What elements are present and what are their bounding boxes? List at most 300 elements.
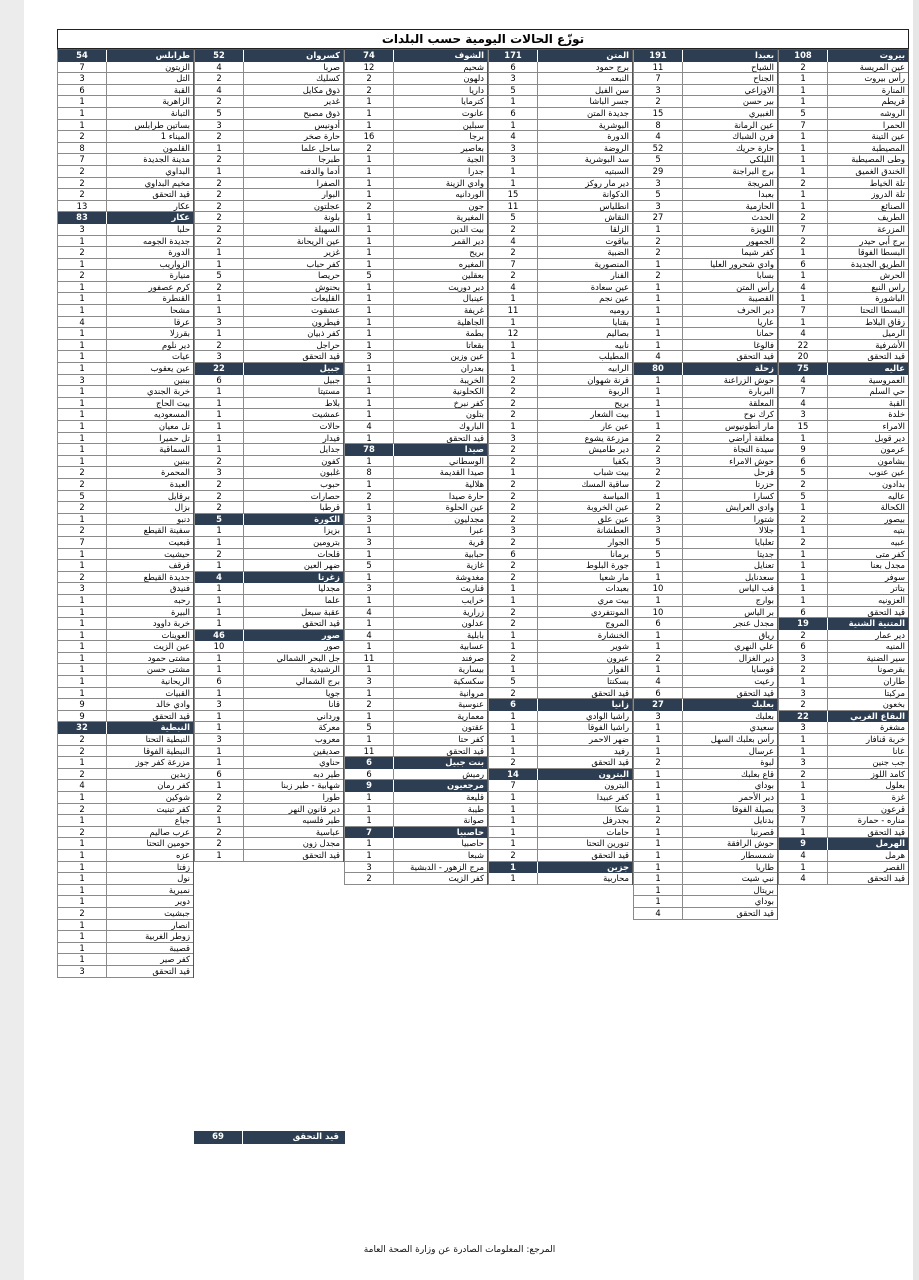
town-row (633, 178, 777, 190)
town-name: بيت مري (538, 595, 632, 607)
town-row (488, 815, 632, 827)
town-name: بيت الدين (394, 224, 487, 236)
town-row (344, 525, 487, 537)
case-count: 1 (345, 166, 394, 178)
case-count: 9 (58, 711, 107, 723)
case-count: 1 (779, 247, 828, 259)
town-row (633, 166, 777, 178)
case-count: 1 (58, 792, 107, 804)
town-name: قيد التحقق (828, 873, 908, 885)
town-name: مجدل عنجر (683, 618, 777, 630)
case-count: 1 (779, 270, 828, 282)
case-count: 2 (779, 630, 828, 642)
town-row (194, 792, 343, 804)
town-row (778, 653, 908, 665)
town-name: عدلون (394, 618, 487, 630)
case-count: 7 (779, 120, 828, 132)
town-row (488, 154, 632, 166)
town-name: فرن الشباك (683, 131, 777, 143)
town-name: قب الياس (683, 583, 777, 595)
town-row (778, 722, 908, 734)
town-name: حناوي (244, 757, 343, 769)
town-row (194, 270, 343, 282)
town-row (344, 236, 487, 248)
case-count: 15 (634, 108, 683, 120)
case-count: 1 (345, 549, 394, 561)
district-total: 7 (345, 827, 394, 839)
district-total: 5 (195, 514, 244, 526)
case-count: 6 (779, 259, 828, 271)
district-name: زحلة (754, 363, 774, 374)
town-name: خربة قنافار (828, 734, 908, 746)
case-count: 11 (345, 746, 394, 758)
town-row (344, 618, 487, 630)
case-count: 2 (58, 270, 107, 282)
town-name: كفر صير (107, 954, 193, 966)
town-row (344, 688, 487, 700)
town-name: بيصور (828, 514, 908, 526)
case-count: 1 (195, 746, 244, 758)
town-name: الأشرفية (828, 340, 908, 352)
case-count: 2 (634, 270, 683, 282)
case-count: 1 (345, 386, 394, 398)
case-count: 22 (779, 340, 828, 352)
town-row (344, 421, 487, 433)
town-name: عين المريسة (828, 62, 908, 74)
case-count: 1 (195, 398, 244, 410)
town-name: قرطبا (244, 502, 343, 514)
town-name: بوداي (683, 896, 777, 908)
case-count: 1 (634, 850, 683, 862)
town-row (778, 143, 908, 155)
town-row (778, 108, 908, 120)
town-row (344, 398, 487, 410)
town-name: حيشيت (107, 549, 193, 561)
town-row (194, 328, 343, 340)
town-name: دلهون (394, 73, 487, 85)
town-name: مشتى حمود (107, 653, 193, 665)
case-count: 1 (489, 120, 538, 132)
town-row (488, 282, 632, 294)
case-count: 3 (58, 966, 107, 978)
town-row (488, 398, 632, 410)
town-row (194, 247, 343, 259)
town-name: قيد التحقق (107, 966, 193, 978)
town-name: ذوق مكايل (244, 85, 343, 97)
town-name: عبيه (828, 537, 908, 549)
town-row (488, 467, 632, 479)
town-row (344, 328, 487, 340)
town-row (778, 259, 908, 271)
town-name: قيد التحقق (394, 746, 487, 758)
case-count: 2 (489, 850, 538, 862)
town-name: حومين التحتا (107, 838, 193, 850)
town-row (633, 224, 777, 236)
case-count: 1 (58, 293, 107, 305)
case-count: 4 (345, 630, 394, 642)
town-name: قيد التحقق (394, 433, 487, 445)
town-name: زبدين (107, 769, 193, 781)
town-row (57, 421, 193, 433)
case-count: 1 (345, 108, 394, 120)
town-row (57, 850, 193, 862)
district-header (488, 50, 632, 62)
town-row (633, 270, 777, 282)
town-row (194, 212, 343, 224)
case-count: 1 (345, 409, 394, 421)
town-name: خلدة (828, 409, 908, 421)
case-count: 1 (634, 224, 683, 236)
town-name: الاوزاعي (683, 85, 777, 97)
case-count: 1 (58, 595, 107, 607)
town-name: عقبة سبعل (244, 607, 343, 619)
case-count: 1 (779, 154, 828, 166)
town-name: القبيات (107, 688, 193, 700)
town-name: مغدوشة (394, 572, 487, 584)
district-header (488, 862, 632, 874)
town-name: بلونة (244, 212, 343, 224)
town-name: البسطا التحتا (828, 305, 908, 317)
town-row (57, 189, 193, 201)
town-name: ضهر الاحمر (538, 734, 632, 746)
town-row (194, 305, 343, 317)
case-count: 4 (58, 780, 107, 792)
town-name: قيد التحقق (107, 189, 193, 201)
town-name: نابيه (538, 340, 632, 352)
town-row (57, 746, 193, 758)
case-count: 1 (58, 305, 107, 317)
town-row (633, 293, 777, 305)
case-count: 15 (489, 189, 538, 201)
town-row (194, 502, 343, 514)
town-row (633, 212, 777, 224)
town-row (488, 73, 632, 85)
district-header (488, 769, 632, 781)
town-row (57, 479, 193, 491)
town-row (344, 259, 487, 271)
town-name: الحازمية (683, 201, 777, 213)
case-count: 11 (489, 201, 538, 213)
town-row (778, 862, 908, 874)
case-count: 1 (634, 491, 683, 503)
case-count: 2 (634, 815, 683, 827)
case-count: 1 (489, 746, 538, 758)
case-count: 5 (489, 212, 538, 224)
town-name: غريفة (394, 305, 487, 317)
case-count: 4 (345, 607, 394, 619)
town-row (57, 154, 193, 166)
town-row (57, 653, 193, 665)
town-row (633, 560, 777, 572)
town-name: سيدة النجاة (683, 444, 777, 456)
case-count: 12 (345, 62, 394, 74)
case-count: 1 (489, 595, 538, 607)
case-count: 1 (345, 525, 394, 537)
town-name: بجدرفل (538, 815, 632, 827)
case-count: 1 (345, 120, 394, 132)
case-count: 11 (634, 62, 683, 74)
town-row (778, 166, 908, 178)
town-name: بعقلين (394, 270, 487, 282)
town-name: قيد التحقق (828, 607, 908, 619)
district-name: صور (321, 629, 340, 640)
town-name: قيد التحقق (683, 351, 777, 363)
town-name: شهابية - طير زبنا (244, 780, 343, 792)
town-name: العزونيه (828, 595, 908, 607)
town-name: الزيتون (107, 62, 193, 74)
town-name: شكا (538, 804, 632, 816)
town-name: مزرعة يشوع (538, 433, 632, 445)
town-name: راس النبع (828, 282, 908, 294)
case-count: 1 (779, 502, 828, 514)
case-count: 6 (489, 62, 538, 74)
case-count: 1 (58, 873, 107, 885)
case-count: 1 (195, 595, 244, 607)
town-name: دير نلوم (107, 340, 193, 352)
town-name: بريتال (683, 885, 777, 897)
case-count: 5 (345, 722, 394, 734)
town-name: عزه (107, 850, 193, 862)
case-count: 3 (195, 699, 244, 711)
town-name: الكحالة (828, 502, 908, 514)
town-name: الجاهلية (394, 317, 487, 329)
case-count: 1 (345, 595, 394, 607)
case-count: 3 (489, 73, 538, 85)
town-row (57, 757, 193, 769)
town-row (57, 433, 193, 445)
town-row (194, 815, 343, 827)
town-name: فيطرون (244, 317, 343, 329)
town-row (194, 838, 343, 850)
town-name: الليلكي (683, 154, 777, 166)
town-name: عانا (828, 746, 908, 758)
town-row (344, 247, 487, 259)
town-row (488, 827, 632, 839)
town-name: خرايب (394, 595, 487, 607)
case-count: 2 (58, 467, 107, 479)
case-count: 1 (58, 282, 107, 294)
town-row (488, 293, 632, 305)
town-name: القصر (828, 862, 908, 874)
town-row (344, 293, 487, 305)
case-count: 1 (345, 433, 394, 445)
town-row (194, 293, 343, 305)
town-row (633, 583, 777, 595)
case-count: 1 (345, 838, 394, 850)
town-name: بيت الحاج (107, 398, 193, 410)
case-count: 10 (634, 607, 683, 619)
case-count: 1 (345, 293, 394, 305)
town-name: رفيد (538, 746, 632, 758)
town-name: مجدل زون (244, 838, 343, 850)
town-row (344, 224, 487, 236)
case-count: 4 (634, 131, 683, 143)
case-count: 2 (195, 201, 244, 213)
case-count: 1 (58, 954, 107, 966)
town-name: مرج الزهور - الدبشية (394, 862, 487, 874)
case-count: 2 (195, 282, 244, 294)
district-header (778, 50, 908, 62)
town-row (57, 641, 193, 653)
town-row (57, 166, 193, 178)
town-row (488, 838, 632, 850)
case-count: 1 (779, 549, 828, 561)
town-name: كفر حباب (244, 259, 343, 271)
town-name: السماقية (107, 444, 193, 456)
case-count: 27 (634, 212, 683, 224)
town-name: البترون (538, 780, 632, 792)
case-count: 1 (345, 850, 394, 862)
case-count: 2 (58, 908, 107, 920)
town-row (633, 815, 777, 827)
case-count: 1 (195, 688, 244, 700)
case-count: 1 (489, 293, 538, 305)
town-name: عرمون (828, 444, 908, 456)
town-row (344, 722, 487, 734)
case-count: 1 (634, 595, 683, 607)
town-row (344, 305, 487, 317)
town-row (778, 212, 908, 224)
town-row (57, 954, 193, 966)
case-count: 3 (58, 375, 107, 387)
town-name: قلحات (244, 549, 343, 561)
town-row (488, 386, 632, 398)
town-name: مار شعيا (538, 572, 632, 584)
town-name: قيد التحقق (538, 850, 632, 862)
town-row (57, 293, 193, 305)
town-name: الخريبة (394, 375, 487, 387)
case-count: 1 (58, 96, 107, 108)
town-row (194, 595, 343, 607)
case-count: 2 (58, 247, 107, 259)
case-count: 5 (345, 560, 394, 572)
town-name: كفر شيما (683, 247, 777, 259)
case-count: 1 (345, 734, 394, 746)
district-name: الهرمل (875, 838, 905, 849)
town-name: السهيلة (244, 224, 343, 236)
town-name: بر الياس (683, 607, 777, 619)
town-row (57, 688, 193, 700)
case-count: 1 (345, 792, 394, 804)
town-name: برمانا (538, 549, 632, 561)
case-count: 2 (58, 769, 107, 781)
town-row (488, 549, 632, 561)
case-count: 3 (195, 351, 244, 363)
town-name: خربة الجندي (107, 386, 193, 398)
town-name: بوداي (683, 780, 777, 792)
source-note: المرجع: المعلومات الصادرة عن وزارة الصحة العامة (363, 1245, 556, 1255)
case-count: 1 (345, 96, 394, 108)
town-row (488, 676, 632, 688)
case-count: 2 (58, 178, 107, 190)
town-name: حارة صيدا (394, 491, 487, 503)
case-count: 1 (634, 862, 683, 874)
unverified-total-value: 69 (194, 1131, 243, 1144)
town-name: منيارة (107, 270, 193, 282)
district-column (57, 49, 194, 978)
case-count: 4 (634, 351, 683, 363)
town-name: خربة داوود (107, 618, 193, 630)
town-row (344, 96, 487, 108)
case-count: 2 (345, 873, 394, 885)
case-count: 1 (489, 792, 538, 804)
case-count: 6 (195, 676, 244, 688)
town-name: رحبه (107, 595, 193, 607)
town-row (488, 189, 632, 201)
case-count: 1 (489, 734, 538, 746)
case-count: 1 (345, 363, 394, 375)
town-name: عباسية (244, 827, 343, 839)
town-name: سكسكية (394, 676, 487, 688)
town-name: الروضة (538, 143, 632, 155)
town-row (633, 711, 777, 723)
town-row (194, 340, 343, 352)
town-name: كفر عبيدا (538, 792, 632, 804)
district-total: 32 (58, 722, 107, 734)
town-name: بلاط (244, 398, 343, 410)
case-count: 1 (58, 398, 107, 410)
town-name: معلقة أراضي (683, 433, 777, 445)
town-name: بعبدا (683, 189, 777, 201)
case-count: 1 (779, 572, 828, 584)
case-count: 2 (195, 178, 244, 190)
town-name: البوار (244, 189, 343, 201)
town-name: كفر رمان (107, 780, 193, 792)
town-row (194, 583, 343, 595)
case-count: 5 (779, 467, 828, 479)
town-name: قانا (244, 699, 343, 711)
town-name: الحدث (683, 212, 777, 224)
town-row (344, 201, 487, 213)
case-count: 2 (58, 189, 107, 201)
town-name: الزاهرية (107, 96, 193, 108)
town-name: هرمل (828, 850, 908, 862)
case-count: 1 (195, 293, 244, 305)
town-name: رأس بيروت (828, 73, 908, 85)
district-name: عكار (171, 212, 190, 223)
town-name: عين نجم (538, 293, 632, 305)
town-name: الدورة (107, 247, 193, 259)
town-name: حارة صخر (244, 131, 343, 143)
district-name: بعلبك (751, 699, 774, 710)
town-row (57, 328, 193, 340)
town-row (488, 62, 632, 74)
town-row (344, 317, 487, 329)
town-name: الكحلونية (394, 386, 487, 398)
town-row (633, 73, 777, 85)
case-count: 2 (489, 375, 538, 387)
district-name: المتن (606, 50, 629, 60)
town-row (488, 804, 632, 816)
case-count: 1 (58, 363, 107, 375)
town-row (57, 62, 193, 74)
case-count: 6 (489, 108, 538, 120)
district-name: كسروان (306, 50, 340, 60)
town-row (488, 409, 632, 421)
town-row (488, 351, 632, 363)
town-row (194, 676, 343, 688)
town-name: الريحانية (107, 676, 193, 688)
case-count: 1 (345, 224, 394, 236)
town-name: برج الشمالي (244, 676, 343, 688)
town-name: الوسطاني (394, 456, 487, 468)
town-name: قيد التحقق (244, 351, 343, 363)
case-count: 2 (345, 201, 394, 213)
case-count: 1 (779, 676, 828, 688)
town-row (778, 224, 908, 236)
case-count: 2 (489, 653, 538, 665)
town-row (194, 282, 343, 294)
